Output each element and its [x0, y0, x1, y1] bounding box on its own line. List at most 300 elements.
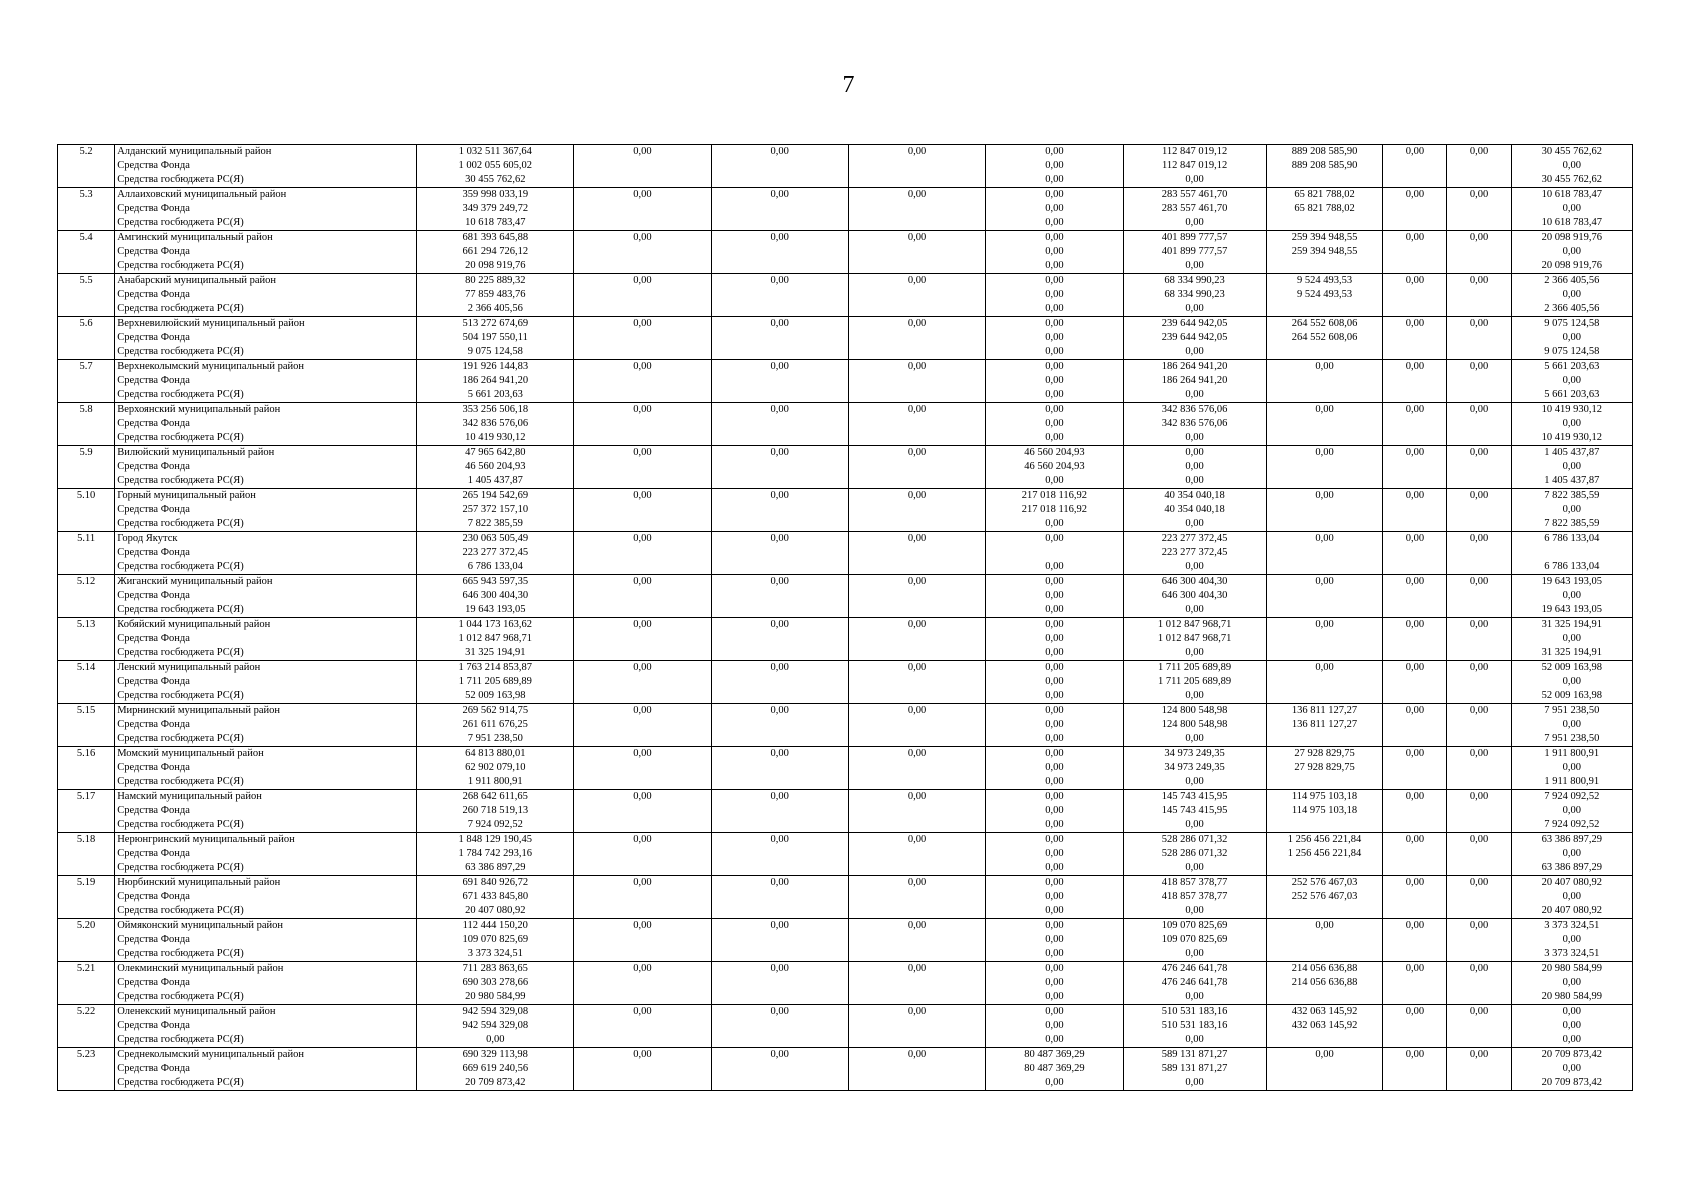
amount-cell: 0,00 [986, 331, 1123, 345]
amount-cell [574, 1033, 711, 1048]
fund-row [58, 1062, 1633, 1076]
amount-cell [1383, 732, 1447, 747]
row-number: 5.4 [58, 231, 115, 246]
amount-cell: 0,00 [1383, 446, 1447, 461]
amount-cell [1447, 689, 1511, 704]
amount-cell [986, 546, 1123, 560]
amount-cell [848, 417, 985, 431]
amount-cell: 0,00 [986, 618, 1123, 633]
amount-cell [848, 632, 985, 646]
amount-cell: 0,00 [986, 790, 1123, 805]
budget-row [58, 302, 1633, 317]
amount-cell [848, 689, 985, 704]
amount-cell: 260 718 519,13 [417, 804, 574, 818]
amount-cell [848, 933, 985, 947]
amount-cell: 0,00 [848, 360, 985, 375]
row-number [58, 374, 115, 388]
amount-cell: 1 032 511 367,64 [417, 145, 574, 160]
amount-cell: 1 763 214 853,87 [417, 661, 574, 676]
amount-cell [1383, 646, 1447, 661]
amount-cell: 589 131 871,27 [1123, 1048, 1266, 1063]
amount-cell: 145 743 415,95 [1123, 804, 1266, 818]
amount-cell: 257 372 157,10 [417, 503, 574, 517]
row-label: Олекминский муниципальный район [115, 962, 417, 977]
amount-cell: 7 822 385,59 [1511, 489, 1632, 504]
amount-cell [1383, 417, 1447, 431]
amount-cell: 0,00 [1447, 403, 1511, 418]
amount-cell [848, 947, 985, 962]
fund-row [58, 245, 1633, 259]
amount-cell: 0,00 [986, 417, 1123, 431]
row-number [58, 417, 115, 431]
amount-cell [574, 732, 711, 747]
amount-cell: 0,00 [986, 962, 1123, 977]
amount-cell: 0,00 [711, 1005, 848, 1020]
amount-cell: 10 618 783,47 [417, 216, 574, 231]
row-number [58, 818, 115, 833]
fund-row [58, 718, 1633, 732]
amount-cell: 0,00 [986, 345, 1123, 360]
row-number: 5.9 [58, 446, 115, 461]
amount-cell: 0,00 [1447, 231, 1511, 246]
budget-row [58, 646, 1633, 661]
amount-cell [574, 417, 711, 431]
amount-cell [574, 890, 711, 904]
amount-cell: 0,00 [986, 259, 1123, 274]
amount-cell [848, 818, 985, 833]
amount-cell: 0,00 [1383, 532, 1447, 547]
amount-cell [574, 331, 711, 345]
amount-cell: 0,00 [848, 188, 985, 203]
amount-cell [574, 947, 711, 962]
amount-cell: 191 926 144,83 [417, 360, 574, 375]
amount-cell: 0,00 [986, 761, 1123, 775]
amount-cell [1383, 560, 1447, 575]
amount-cell: 0,00 [986, 904, 1123, 919]
amount-cell: 214 056 636,88 [1266, 976, 1383, 990]
fund-row [58, 890, 1633, 904]
municipality-row [58, 876, 1633, 891]
amount-cell: 0,00 [986, 603, 1123, 618]
amount-cell [711, 603, 848, 618]
amount-cell [711, 976, 848, 990]
amount-cell [711, 288, 848, 302]
amount-cell: 0,00 [711, 231, 848, 246]
amount-cell: 711 283 863,65 [417, 962, 574, 977]
amount-cell: 0,00 [986, 231, 1123, 246]
amount-cell: 0,00 [1511, 460, 1632, 474]
amount-cell [711, 990, 848, 1005]
amount-cell: 0,00 [1383, 876, 1447, 891]
amount-cell [711, 804, 848, 818]
amount-cell: 5 661 203,63 [417, 388, 574, 403]
amount-cell: 0,00 [986, 775, 1123, 790]
amount-cell [574, 173, 711, 188]
amount-cell: 0,00 [711, 661, 848, 676]
amount-cell: 0,00 [848, 704, 985, 719]
amount-cell [574, 761, 711, 775]
fund-row [58, 288, 1633, 302]
municipality-row [58, 962, 1633, 977]
amount-cell [711, 646, 848, 661]
amount-cell: 19 643 193,05 [1511, 603, 1632, 618]
amount-cell: 68 334 990,23 [1123, 288, 1266, 302]
amount-cell: 10 419 930,12 [1511, 431, 1632, 446]
amount-cell [1266, 517, 1383, 532]
row-number [58, 689, 115, 704]
amount-cell: 0,00 [711, 919, 848, 934]
fund-row [58, 374, 1633, 388]
amount-cell: 34 973 249,35 [1123, 747, 1266, 762]
row-number [58, 890, 115, 904]
amount-cell: 0,00 [1123, 474, 1266, 489]
amount-cell: 0,00 [1383, 360, 1447, 375]
amount-cell: 0,00 [1123, 517, 1266, 532]
amount-cell [848, 460, 985, 474]
amount-cell: 62 902 079,10 [417, 761, 574, 775]
amount-cell: 0,00 [574, 1005, 711, 1020]
amount-cell [1266, 259, 1383, 274]
amount-cell: 671 433 845,80 [417, 890, 574, 904]
amount-cell: 0,00 [1511, 374, 1632, 388]
amount-cell: 513 272 674,69 [417, 317, 574, 332]
row-label: Средства Фонда [115, 804, 417, 818]
amount-cell [574, 245, 711, 259]
row-label: Средства Фонда [115, 933, 417, 947]
amount-cell: 0,00 [986, 933, 1123, 947]
amount-cell: 27 928 829,75 [1266, 747, 1383, 762]
amount-cell [1383, 173, 1447, 188]
amount-cell: 217 018 116,92 [986, 489, 1123, 504]
row-label: Оленекский муниципальный район [115, 1005, 417, 1020]
municipality-row [58, 403, 1633, 418]
amount-cell [848, 302, 985, 317]
amount-cell: 0,00 [1447, 747, 1511, 762]
amount-cell [848, 675, 985, 689]
amount-cell [1447, 732, 1511, 747]
amount-cell: 186 264 941,20 [1123, 360, 1266, 375]
amount-cell: 0,00 [848, 446, 985, 461]
amount-cell: 1 405 437,87 [417, 474, 574, 489]
amount-cell [848, 775, 985, 790]
page-number: 7 [842, 72, 855, 98]
amount-cell: 0,00 [1383, 145, 1447, 160]
amount-cell: 0,00 [1123, 173, 1266, 188]
amount-cell: 0,00 [848, 317, 985, 332]
row-label: Средства Фонда [115, 159, 417, 173]
amount-cell: 52 009 163,98 [1511, 661, 1632, 676]
amount-cell [848, 732, 985, 747]
amount-cell [711, 933, 848, 947]
row-number: 5.17 [58, 790, 115, 805]
amount-cell [574, 159, 711, 173]
row-label: Мирнинский муниципальный район [115, 704, 417, 719]
amount-cell: 342 836 576,06 [417, 417, 574, 431]
row-number [58, 216, 115, 231]
amount-cell: 47 965 642,80 [417, 446, 574, 461]
amount-cell [1383, 804, 1447, 818]
amount-cell: 0,00 [1511, 890, 1632, 904]
amount-cell [711, 675, 848, 689]
amount-cell [711, 761, 848, 775]
amount-cell: 0,00 [1447, 360, 1511, 375]
amount-cell [1447, 1062, 1511, 1076]
amount-cell: 0,00 [848, 747, 985, 762]
amount-cell [711, 417, 848, 431]
row-number [58, 1076, 115, 1091]
row-label: Средства Фонда [115, 718, 417, 732]
amount-cell [1383, 288, 1447, 302]
fund-row [58, 675, 1633, 689]
amount-cell: 217 018 116,92 [986, 503, 1123, 517]
amount-cell: 0,00 [986, 732, 1123, 747]
amount-cell: 0,00 [1123, 446, 1266, 461]
amount-cell: 46 560 204,93 [986, 446, 1123, 461]
amount-cell [1383, 216, 1447, 231]
amount-cell: 401 899 777,57 [1123, 231, 1266, 246]
budget-row [58, 517, 1633, 532]
amount-cell: 0,00 [1383, 403, 1447, 418]
amount-cell [1383, 689, 1447, 704]
amount-cell: 7 951 238,50 [1511, 732, 1632, 747]
row-number [58, 560, 115, 575]
row-number: 5.8 [58, 403, 115, 418]
amount-cell: 476 246 641,78 [1123, 962, 1266, 977]
amount-cell [848, 1033, 985, 1048]
amount-cell: 0,00 [1123, 431, 1266, 446]
amount-cell: 0,00 [1447, 532, 1511, 547]
amount-cell: 63 386 897,29 [1511, 833, 1632, 848]
amount-cell [1266, 345, 1383, 360]
amount-cell [1447, 417, 1511, 431]
amount-cell [1447, 761, 1511, 775]
amount-cell [711, 345, 848, 360]
amount-cell [711, 890, 848, 904]
amount-cell: 0,00 [1266, 575, 1383, 590]
amount-cell: 0,00 [986, 589, 1123, 603]
amount-cell [848, 761, 985, 775]
amount-cell [1266, 431, 1383, 446]
fund-row [58, 976, 1633, 990]
row-label: Средства Фонда [115, 847, 417, 861]
amount-cell: 68 334 990,23 [1123, 274, 1266, 289]
row-label: Аллаиховский муниципальный район [115, 188, 417, 203]
amount-cell: 0,00 [1447, 790, 1511, 805]
amount-cell [1383, 890, 1447, 904]
row-label: Средства Фонда [115, 761, 417, 775]
amount-cell [574, 718, 711, 732]
amount-cell [1383, 675, 1447, 689]
amount-cell [1447, 288, 1511, 302]
row-label: Средства Фонда [115, 503, 417, 517]
amount-cell: 2 366 405,56 [417, 302, 574, 317]
amount-cell: 0,00 [1447, 489, 1511, 504]
row-number [58, 847, 115, 861]
amount-cell [1383, 761, 1447, 775]
amount-cell: 0,00 [1511, 288, 1632, 302]
amount-cell [574, 1076, 711, 1091]
amount-cell: 0,00 [711, 704, 848, 719]
row-label: Средства госбюджета РС(Я) [115, 861, 417, 876]
row-label: Средства госбюджета РС(Я) [115, 474, 417, 489]
row-label: Средства Фонда [115, 546, 417, 560]
amount-cell [1447, 1033, 1511, 1048]
row-label: Средства Фонда [115, 675, 417, 689]
amount-cell [1383, 388, 1447, 403]
amount-cell: 0,00 [574, 317, 711, 332]
budget-row [58, 990, 1633, 1005]
amount-cell: 109 070 825,69 [1123, 933, 1266, 947]
amount-cell [1447, 259, 1511, 274]
row-number [58, 173, 115, 188]
amount-cell: 0,00 [986, 403, 1123, 418]
amount-cell [848, 603, 985, 618]
amount-cell: 0,00 [848, 876, 985, 891]
amount-cell: 0,00 [986, 675, 1123, 689]
row-number [58, 517, 115, 532]
amount-cell: 0,00 [711, 188, 848, 203]
amount-cell: 646 300 404,30 [417, 589, 574, 603]
amount-cell: 63 386 897,29 [1511, 861, 1632, 876]
fund-row [58, 546, 1633, 560]
amount-cell: 52 009 163,98 [1511, 689, 1632, 704]
amount-cell [1447, 159, 1511, 173]
amount-cell [711, 173, 848, 188]
row-number: 5.22 [58, 1005, 115, 1020]
amount-cell: 19 643 193,05 [417, 603, 574, 618]
amount-cell: 0,00 [574, 274, 711, 289]
amount-cell: 0,00 [986, 976, 1123, 990]
amount-cell: 0,00 [1383, 188, 1447, 203]
row-label: Амгинский муниципальный район [115, 231, 417, 246]
amount-cell [711, 159, 848, 173]
row-label: Момский муниципальный район [115, 747, 417, 762]
amount-cell: 0,00 [711, 618, 848, 633]
amount-cell: 124 800 548,98 [1123, 718, 1266, 732]
amount-cell: 661 294 726,12 [417, 245, 574, 259]
amount-cell: 1 256 456 221,84 [1266, 833, 1383, 848]
amount-cell: 1 405 437,87 [1511, 446, 1632, 461]
amount-cell: 0,00 [1447, 833, 1511, 848]
amount-cell [1383, 159, 1447, 173]
row-label: Средства госбюджета РС(Я) [115, 517, 417, 532]
amount-cell [1266, 947, 1383, 962]
row-label: Средства госбюджета РС(Я) [115, 431, 417, 446]
amount-cell: 65 821 788,02 [1266, 188, 1383, 203]
amount-cell: 0,00 [1383, 1005, 1447, 1020]
row-label: Вилюйский муниципальный район [115, 446, 417, 461]
amount-cell: 0,00 [986, 747, 1123, 762]
amount-cell: 34 973 249,35 [1123, 761, 1266, 775]
amount-cell [574, 689, 711, 704]
row-label: Средства госбюджета РС(Я) [115, 1076, 417, 1091]
amount-cell: 65 821 788,02 [1266, 202, 1383, 216]
row-number [58, 460, 115, 474]
amount-cell: 0,00 [1123, 861, 1266, 876]
amount-cell: 0,00 [1383, 747, 1447, 762]
row-label: Горный муниципальный район [115, 489, 417, 504]
row-number [58, 904, 115, 919]
amount-cell [1266, 675, 1383, 689]
municipality-row [58, 704, 1633, 719]
budget-row [58, 560, 1633, 575]
amount-cell [1447, 1019, 1511, 1033]
amount-cell: 0,00 [986, 718, 1123, 732]
amount-cell: 1 848 129 190,45 [417, 833, 574, 848]
municipality-row [58, 575, 1633, 590]
amount-cell: 10 618 783,47 [1511, 216, 1632, 231]
budget-row [58, 259, 1633, 274]
row-label: Средства госбюджета РС(Я) [115, 990, 417, 1005]
amount-cell [848, 1019, 985, 1033]
amount-cell: 0,00 [711, 962, 848, 977]
amount-cell: 889 208 585,90 [1266, 145, 1383, 160]
amount-cell [1447, 517, 1511, 532]
amount-cell: 1 012 847 968,71 [1123, 618, 1266, 633]
amount-cell: 476 246 641,78 [1123, 976, 1266, 990]
amount-cell: 259 394 948,55 [1266, 231, 1383, 246]
amount-cell: 114 975 103,18 [1266, 804, 1383, 818]
amount-cell: 31 325 194,91 [1511, 646, 1632, 661]
amount-cell: 0,00 [986, 646, 1123, 661]
amount-cell [1383, 460, 1447, 474]
amount-cell: 31 325 194,91 [417, 646, 574, 661]
budget-row [58, 1033, 1633, 1048]
row-label: Верхнеколымский муниципальный район [115, 360, 417, 375]
row-number: 5.2 [58, 145, 115, 160]
municipality-row [58, 790, 1633, 805]
amount-cell [711, 245, 848, 259]
row-number: 5.11 [58, 532, 115, 547]
row-number: 5.20 [58, 919, 115, 934]
municipality-row [58, 145, 1633, 160]
row-number: 5.19 [58, 876, 115, 891]
row-label: Средства Фонда [115, 976, 417, 990]
amount-cell: 63 386 897,29 [417, 861, 574, 876]
row-label: Средства Фонда [115, 632, 417, 646]
amount-cell [1447, 216, 1511, 231]
amount-cell: 0,00 [1123, 646, 1266, 661]
amount-cell [1383, 431, 1447, 446]
amount-cell: 0,00 [1123, 775, 1266, 790]
amount-cell: 0,00 [1447, 1048, 1511, 1063]
row-label: Средства Фонда [115, 288, 417, 302]
amount-cell [1383, 1062, 1447, 1076]
amount-cell [574, 775, 711, 790]
amount-cell [1383, 589, 1447, 603]
row-number: 5.7 [58, 360, 115, 375]
amount-cell: 0,00 [848, 919, 985, 934]
amount-cell: 0,00 [986, 388, 1123, 403]
fund-row [58, 847, 1633, 861]
amount-cell [574, 861, 711, 876]
amount-cell: 0,00 [986, 947, 1123, 962]
amount-cell [1266, 1062, 1383, 1076]
amount-cell [1383, 632, 1447, 646]
amount-cell: 0,00 [1123, 732, 1266, 747]
amount-cell: 0,00 [1383, 704, 1447, 719]
amount-cell [1383, 603, 1447, 618]
amount-cell: 0,00 [1511, 933, 1632, 947]
row-label: Средства Фонда [115, 589, 417, 603]
amount-cell: 40 354 040,18 [1123, 503, 1266, 517]
amount-cell [574, 1062, 711, 1076]
amount-cell: 0,00 [1447, 274, 1511, 289]
amount-cell: 0,00 [574, 145, 711, 160]
amount-cell [1447, 847, 1511, 861]
amount-cell: 0,00 [1447, 575, 1511, 590]
amount-cell [574, 546, 711, 560]
